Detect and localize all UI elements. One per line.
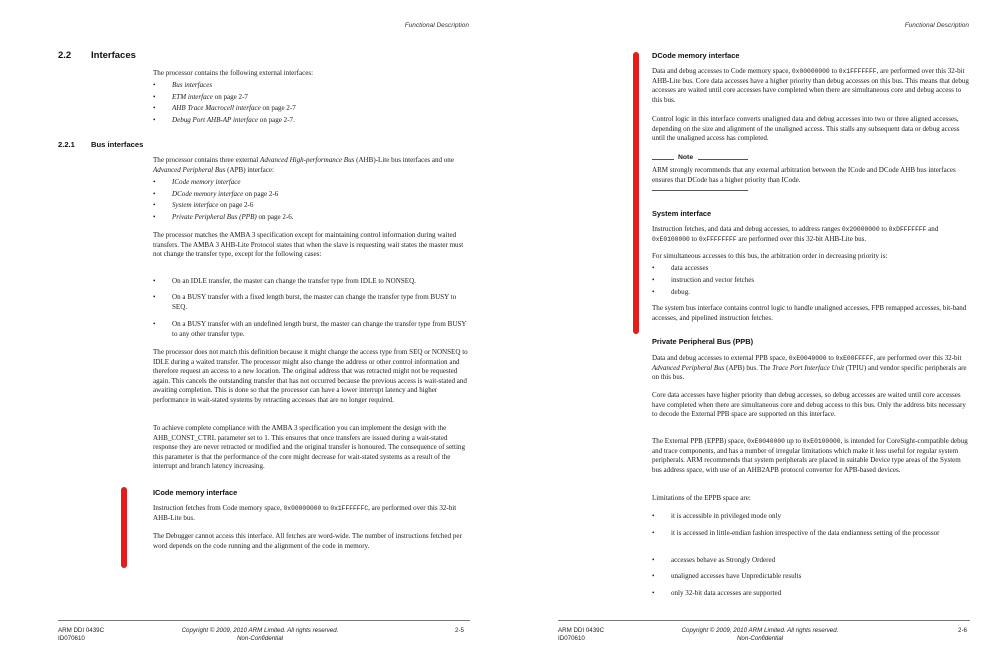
dcode-heading: DCode memory interface	[652, 51, 740, 60]
nomatch-paragraph: The processor does not match this definition because it might change the access type from SEQ or NONSEQ to IDLE during a waited transfer. The processor might also change the address or other control information and therefore request an access to a new location. The original address that was retracted might not be requested again. This cancels the outstanding transfer that has not occurred because the previous access is wait-stated and awaiting completion. This is done so that the processor can have a lower interrupt latency and higher performance in wait-stated systems by retracting accesses that are no longer required.	[153, 348, 468, 404]
change-bar	[121, 487, 127, 568]
ppb-heading: Private Peripheral Bus (PPB)	[652, 337, 754, 346]
ppb-paragraph-2: Core data accesses have higher priority than debug accesses, so debug accesses are waited until core accesses have completed when there are simultaneous core and debug access to this bus. Only the address bits necessary to decode the External PPB space are supported on this interface.	[652, 391, 966, 419]
compliance-paragraph: To achieve complete compliance with the AMBA 3 specification you can implement the design with the AHB_CONST_CTRL parameter set to 1. This ensures that once transfers are issued during a wait-stated response they are never retracted or modified and the original transfer is honoured. The consequence of setting this parameter is that the performance of the core might decrease for wait-stated systems as a result of the interrupt and branch latency increasing.	[153, 424, 465, 471]
subsection-title: Bus interfaces	[91, 140, 144, 149]
xref-link[interactable]: System interface	[172, 201, 219, 209]
page-number: 2-6	[958, 627, 967, 634]
page-number: 2-5	[455, 627, 464, 634]
footer-copyright: Copyright © 2009, 2010 ARM Limited. All rights reserved. Non-Confidential	[681, 627, 839, 643]
bus-intro-paragraph: The processor contains three external Advanced High-performance Bus (AHB)-Lite bus interfaces and one Advanced Peripheral Bus (APB) interface:	[153, 156, 454, 174]
xref-link[interactable]: ETM interface	[172, 93, 213, 101]
system-paragraph-3: The system bus interface contains control logic to handle unaligned accesses, FPB remapped accesses, bit-band accesses, and pipelined instruction fetches.	[652, 304, 967, 322]
footer-doc: ARM DDI 0439C ID070610	[558, 627, 605, 643]
intro-text: The processor contains the following external interfaces:	[153, 69, 314, 77]
section-number: 2.2	[58, 50, 72, 61]
left-page: Functional Description 2.2 Interfaces The processor contains the following external interfaces: • Bus interfaces • ETM interface on page 2-7 • AHB Trace Macrocell interface on page 2-7 • Debug Port AHB-AP interface on page 2-7. 2.2.1 Bus interfaces The processor contains three external Advanced High-performance Bus (AHB)-Lite bus interfaces and one Advanced Peripheral Bus (APB) interface: • ICode memory interface • DCode memory interface on page 2-6 • System interface on page 2-6 • Private Peripheral Bus (PPB) on page 2-6. The processor matches the AMBA 3 specification except for maintaining control information during waited transfers. The AMBA 3 AHB-Lite Protocol states that when the slave is requesting wait states the master must not change the transfer type, except for the following cases: • On an IDLE transfer, the master can change the transfer type from IDLE to NONSEQ. • On a BUSY transfer with a fixed length burst, the master can change the transfer type from BUSY to SEQ. • On a BUSY transfer with an undefined length burst, the master can change the transfer type from BUSY to any other transfer type. The processor does not match this definition because it might change the access type from SEQ or NONSEQ to IDLE during a waited transfer. The processor might also change the address or other control information and therefore request an access to a new location. The original address that was retracted might not be requested again. This cancels the outstanding transfer that has not occurred because the previous access is wait-stated and awaiting completion. This is done so that the processor can have a lower interrupt latency and higher performance in wait-stated systems by retracting accesses that are no longer required. To achieve complete compliance with the AMBA 3 specification you can implement the design with the AHB_CONST_CTRL parameter set to 1. This ensures that once transfers are issued during a wait-stated response they are never retracted or modified and the original transfer is honoured. The consequence of setting this parameter is that the performance of the core might decrease for wait-stated systems as a result of the interrupt and branch latency increasing. ICode memory interface Instruction fetches from Code memory space, 0x00000000 to 0x1FFFFFFC, are performed over this 32-bit AHB-Lite bus. The Debugger cannot access this interface. All fetches are word-wide. The number of instructions fetched per word depends on the code running and the alignment of the code in memory. ARM DDI 0439C ID070610 Copyright © 2009, 2010 ARM Limited. All rights reserved. Non-Confidential 2-5	[0, 0, 499, 664]
amba-paragraph: The processor matches the AMBA 3 specification except for maintaining control information during waited transfers. The AMBA 3 AHB-Lite Protocol states that when the slave is requesting wait states the master must not change the transfer type, except for the following cases:	[153, 231, 464, 259]
section-heading	[58, 50, 136, 61]
dcode-paragraph: Data and debug accesses to Code memory space, 0x00000000 to 0x1FFFFFFF, are performed over this 32-bit AHB-Lite bus. Core data accesses have a higher priority than debug accesses on this bus. This means that debug accesses are waited until core accesses have completed when there are simultaneous core and debug access to this bus.	[652, 67, 969, 104]
system-paragraph: Instruction fetches, and data and debug accesses, to address ranges 0x20000000 to 0xDFFFFFFF and 0xE0100000 to 0xFFFFFFFF are performed over this 32-bit AHB-Lite bus.	[652, 225, 939, 243]
xref-link[interactable]: ICode memory interface	[172, 178, 241, 186]
footer-rule	[58, 620, 470, 621]
subsection-heading	[58, 140, 143, 149]
ppb-paragraph: Data and debug accesses to external PPB space, 0xE0040000 to 0xE00FFFFF, are performed over this 32-bit Advanced Peripheral Bus (APB) bus. The Trace Port Interface Unit (TPIU) and vendor specific peripherals are on this bus.	[652, 354, 967, 382]
icode-heading: ICode memory interface	[153, 488, 238, 497]
footer-doc: ARM DDI 0439C ID070610	[58, 627, 105, 643]
section-title: Interfaces	[91, 50, 136, 61]
xref-link[interactable]: Bus interfaces	[172, 81, 213, 89]
xref-link[interactable]: Private Peripheral Bus (PPB)	[172, 213, 257, 221]
limits-intro: Limitations of the EPPB space are:	[652, 494, 751, 502]
system-paragraph-2: For simultaneous accesses to this bus, the arbitration order in decreasing priority is:	[652, 252, 888, 260]
note-label: Note	[678, 154, 694, 161]
note-text: ARM strongly recommends that any external arbitration between the ICode and DCode AHB bus interfaces ensures that DCode has a higher priority than ICode.	[652, 166, 956, 184]
note-rule	[698, 159, 748, 160]
xref-link[interactable]: AHB Trace Macrocell interface	[172, 104, 261, 112]
xref-link[interactable]: Debug Port AHB-AP interface	[172, 116, 259, 124]
right-page: Functional Description DCode memory interface Data and debug accesses to Code memory space, 0x00000000 to 0x1FFFFFFF, are performed over this 32-bit AHB-Lite bus. Core data accesses have a higher priority than debug accesses on this bus. This means that debug accesses are waited until core accesses have completed when there are simultaneous core and debug access to this bus. Control logic in this interface converts unaligned data and debug accesses into two or three aligned accesses, depending on the size and alignment of the unaligned access. This stalls any subsequent data or debug access until the unaligned access has completed. Note ARM strongly recommends that any external arbitration between the ICode and DCode AHB bus interfaces ensures that DCode has a higher priority than ICode. System interface Instruction fetches, and data and debug accesses, to address ranges 0x20000000 to 0xDFFFFFFF and 0xE0100000 to 0xFFFFFFFF are performed over this 32-bit AHB-Lite bus. For simultaneous accesses to this bus, the arbitration order in decreasing priority is: • data accesses • instruction and vector fetches • debug. The system bus interface contains control logic to handle unaligned accesses, FPB remapped accesses, bit-band accesses, and pipelined instruction fetches. Private Peripheral Bus (PPB) Data and debug accesses to external PPB space, 0xE0040000 to 0xE00FFFFF, are performed over this 32-bit Advanced Peripheral Bus (APB) bus. The Trace Port Interface Unit (TPIU) and vendor specific peripherals are on this bus. Core data accesses have higher priority than debug accesses, so debug accesses are waited until core accesses have completed when there are simultaneous core and debug access to this bus. Only the address bits necessary to decode the External PPB space are supported on this interface. The External PPB (EPPB) space, 0xE0040000 up to 0xE0100000, is intended for CoreSight-compatible debug and trace components, and has a number of irregular limitations which make it less useful for regular system peripherals. ARM recommends that system peripherals are placed in suitable Device type areas of the System bus address space, with use of an AHB2APB protocol converter for APB-based devices. Limitations of the EPPB space are: • it is accessible in privileged mode only • it is accessed in little-endian fashion irrespective of the data endianness setting of the processor • accesses behave as Strongly Ordered • unaligned accesses have Unpredictable results • only 32-bit data accesses are supported ARM DDI 0439C ID070610 Copyright © 2009, 2010 ARM Limited. All rights reserved. Non-Confidential 2-6	[500, 0, 999, 664]
change-bar	[633, 52, 639, 334]
footer-copyright: Copyright © 2009, 2010 ARM Limited. All rights reserved. Non-Confidential	[181, 627, 339, 643]
ppb-paragraph-3: The External PPB (EPPB) space, 0xE0040000 up to 0xE0100000, is intended for CoreSight-compatible debug and trace components, and has a number of irregular limitations which make it less useful for regular system peripherals. ARM recommends that system peripherals are placed in suitable Device type areas of the System bus address space, with use of an AHB2APB protocol converter for APB-based devices.	[652, 437, 968, 474]
dcode-paragraph-2: Control logic in this interface converts unaligned data and debug accesses into two or three aligned accesses, depending on the size and alignment of the unaligned access. This stalls any subsequent data or debug access until the unaligned access has completed.	[652, 115, 960, 143]
running-header: Functional Description	[904, 22, 969, 29]
footer-rule	[558, 620, 970, 621]
xref-link[interactable]: DCode memory interface	[172, 190, 244, 198]
system-heading: System interface	[652, 209, 712, 218]
icode-paragraph: Instruction fetches from Code memory space, 0x00000000 to 0x1FFFFFFC, are performed over this 32-bit AHB-Lite bus.	[153, 504, 457, 522]
note-rule-end	[652, 190, 748, 191]
icode-paragraph-2: The Debugger cannot access this interface. All fetches are word-wide. The number of instructions fetched per word depends on the code running and the alignment of the code in memory.	[153, 532, 462, 550]
subsection-number: 2.2.1	[58, 140, 75, 149]
running-header: Functional Description	[404, 22, 469, 29]
note-rule	[652, 159, 674, 160]
